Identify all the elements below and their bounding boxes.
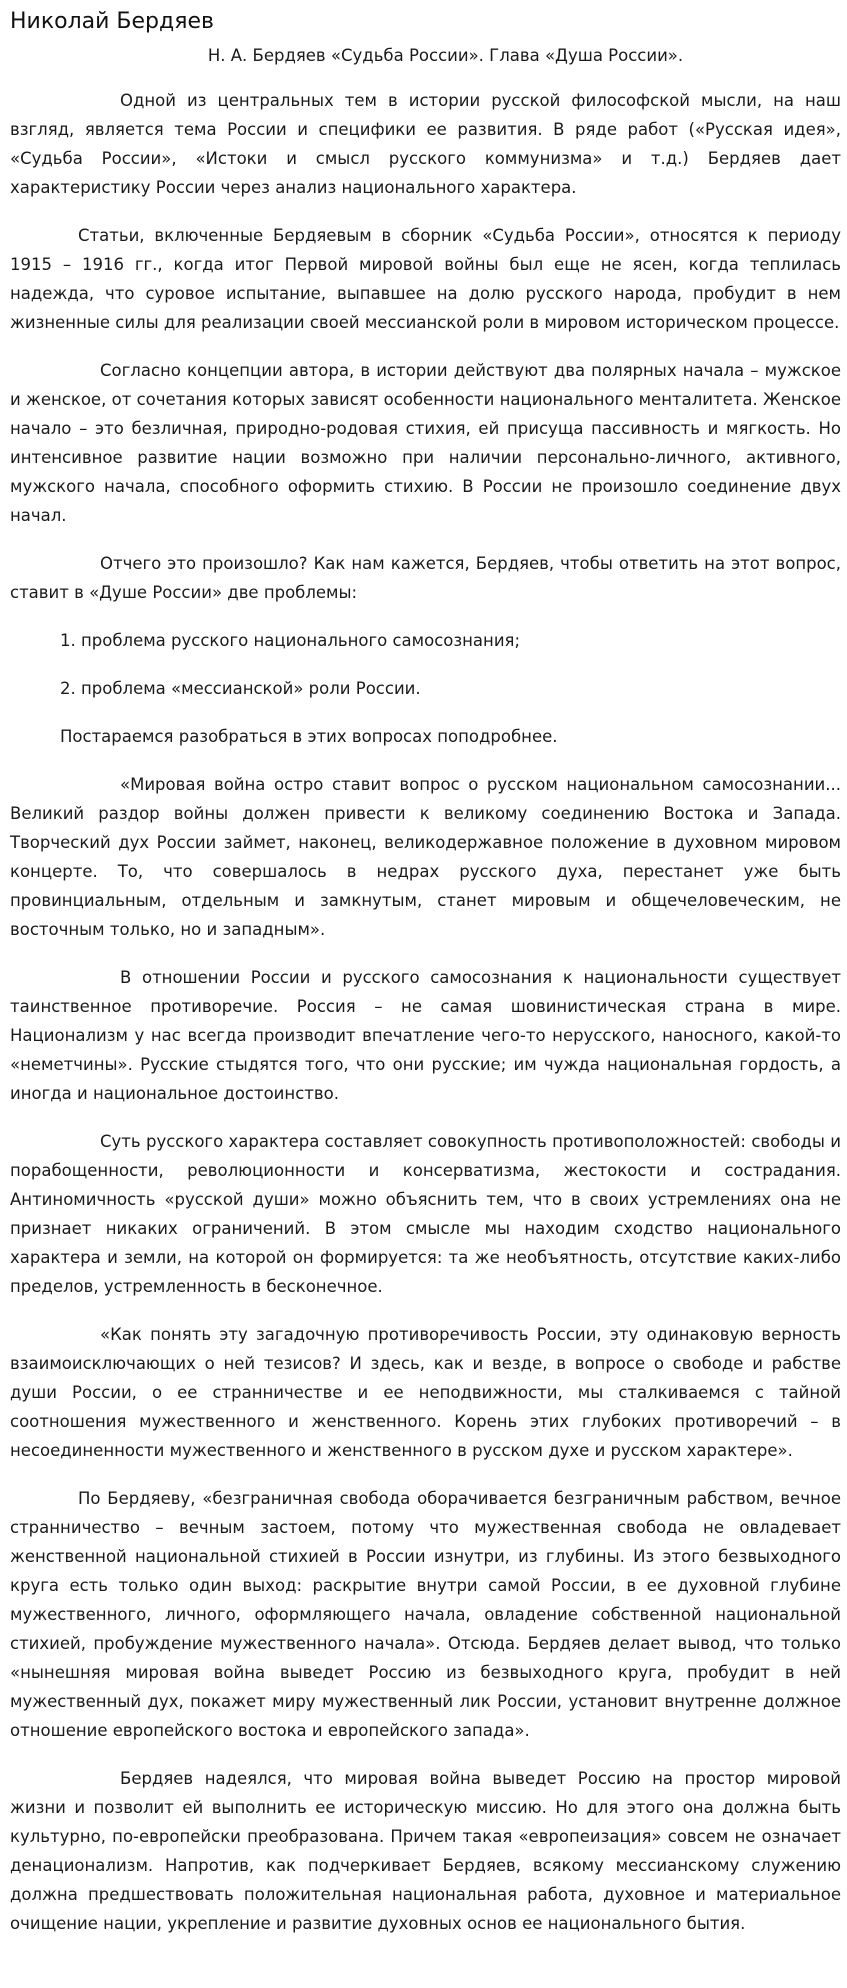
paragraph: Отчего это произошло? Как нам кажется, Бердяев, чтобы ответить на этот вопрос, ставит в «Душе России» две проблемы: — [10, 554, 841, 602]
paragraph: Одной из центральных тем в истории русской философской мысли, на наш взгляд, является тема России и специфики ее развития. В ряде работ («Русская идея», «Судьба России», «Истоки и смысл русского коммунизма» и т.д.) Бердяев дает характеристику России через анализ национального характера. — [10, 91, 841, 197]
paragraph: Бердяев надеялся, что мировая война выведет Россию на простор мировой жизни и позволит ей выполнить ее историческую миссию. Но для этого она должна быть культурно, по-европейски преобразована. Причем такая «европеизация» совсем не означает денационализм. Напротив, как подчеркивает Бердяев, всякому мессианскому служению должна предшествовать положительная национальная работа, духовное и материальное очищение нации, укрепление и развитие духовных основ ее национального бытия. — [10, 1769, 841, 1933]
paragraph: Суть русского характера составляет совокупность противоположностей: свободы и порабощенности, революционности и консерватизма, жестокости и сострадания. Антиномичность «русской души» можно объяснить тем, что в своих устремлениях она не признает никаких ограничений. В этом смысле мы находим сходство национального характера и земли, на которой он формируется: та же необъятность, отсутствие каких-либо пределов, устремленность в бесконечное. — [10, 1132, 841, 1296]
document-subtitle: Н. А. Бердяев «Судьба России». Глава «Душа России». — [207, 46, 684, 65]
list-item: 1. проблема русского национального самосознания; — [60, 631, 521, 650]
paragraph: «Мировая война остро ставит вопрос о русском национальном самосознании... Великий раздор войны должен привести к великому соединению Востока и Запада. Творческий дух России займет, наконец, великодержавное положение в духовном мировом концерте. То, что совершалось в недрах русского духа, перестанет уже быть провинциальным, отдельным и замкнутым, станет мировым и общечеловеческим, не восточным только, но и западным». — [10, 775, 841, 939]
paragraph: «Как понять эту загадочную противоречивость России, эту одинаковую верность взаимоисключающих о ней тезисов? И здесь, как и везде, в вопросе о свободе и рабстве души России, о ее странничестве и ее неподвижности, мы сталкиваемся с тайной соотношения мужественного и женственного. Корень этих глубоких противоречий – в несоединенности мужественного и женственного в русском духе и русском характере». — [10, 1325, 841, 1460]
paragraph: Статьи, включенные Бердяевым в сборник «Судьба России», относятся к периоду 1915 – 1916 гг., когда итог Первой мировой войны был еще не ясен, когда теплилась надежда, что суровое испытание, выпавшее на долю русского народа, пробудит в нем жизненные силы для реализации своей мессианской роли в мировом историческом процессе. — [10, 226, 841, 332]
list-item: Постараемся разобраться в этих вопросах поподробнее. — [60, 727, 558, 746]
list-item: 2. проблема «мессианской» роли России. — [60, 679, 421, 698]
page-title: Николай Бердяев — [10, 9, 214, 34]
paragraph: По Бердяеву, «безграничная свобода оборачивается безграничным рабством, вечное странничество – вечным застоем, потому что мужественная свобода не овладевает женственной национальной стихией в России изнутри, из глубины. Из этого безвыходного круга есть только один выход: раскрытие внутри самой России, в ее духовной глубине мужественного, личного, оформляющего начала, овладение собственной национальной стихией, пробуждение мужественного начала». Отсюда. Бердяев делает вывод, что только «нынешняя мировая война выведет Россию из безвыходного круга, пробудит в ней мужественный дух, покажет миру мужественный лик России, установит внутренне должное отношение европейского востока и европейского запада». — [10, 1489, 841, 1740]
paragraph: В отношении России и русского самосознания к национальности существует таинственное противоречие. Россия – не самая шовинистическая страна в мире. Национализм у нас всегда производит впечатление чего-то нерусского, наносного, какой-то «неметчины». Русские стыдятся того, что они русские; им чужда национальная гордость, а иногда и национальное достоинство. — [10, 968, 841, 1103]
paragraph: Согласно концепции автора, в истории действуют два полярных начала – мужское и женское, от сочетания которых зависят особенности национального менталитета. Женское начало – это безличная, природно-родовая стихия, ей присуща пассивность и мягкость. Но интенсивное развитие нации возможно при наличии персонально-личного, активного, мужского начала, способного оформить стихию. В России не произошло соединение двух начал. — [10, 361, 841, 525]
